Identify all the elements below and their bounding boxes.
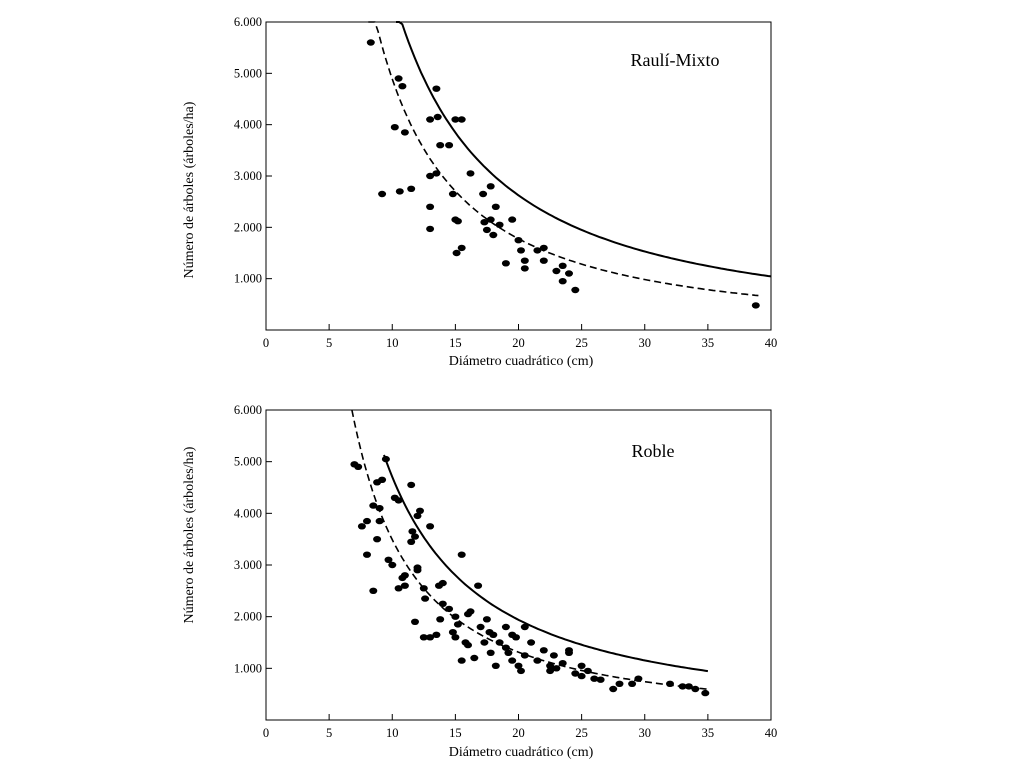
data-point [565,270,573,276]
data-point [483,616,491,622]
data-point [517,247,525,253]
data-point [540,258,548,264]
data-point [451,634,459,640]
x-tick-label: 5 [326,336,333,350]
data-point [439,601,447,607]
data-point [489,632,497,638]
data-point [439,580,447,586]
data-point [487,216,495,222]
data-point [426,523,434,529]
x-tick-label: 10 [386,726,399,740]
data-point [432,86,440,92]
data-point [508,657,516,663]
y-axis-label: Número de árboles (árboles/ha) [182,101,197,279]
data-point [752,302,760,308]
data-point [458,657,466,663]
data-point [701,690,709,696]
data-points [350,456,709,696]
data-point [492,663,500,669]
data-point [436,616,444,622]
data-point [502,624,510,630]
data-point [407,186,415,192]
data-point [458,552,466,558]
data-point [432,632,440,638]
data-point [395,497,403,503]
data-point [382,456,390,462]
data-point [559,263,567,269]
data-point [434,114,442,120]
chart-title: Roble [631,441,675,461]
data-point [426,226,434,232]
y-tick-label: 4.000 [233,506,262,521]
y-tick-label: 5.000 [233,454,262,469]
data-point [559,278,567,284]
x-tick-label: 15 [449,336,462,350]
y-tick-label: 6.000 [233,403,262,417]
data-point [416,508,424,514]
data-point [552,665,560,671]
y-tick-label: 3.000 [233,558,262,572]
data-point [388,562,396,568]
data-point [477,624,485,630]
data-point [480,639,488,645]
data-point [487,183,495,189]
data-point [436,142,444,148]
data-point [451,614,459,620]
y-tick-label: 4.000 [233,117,262,132]
x-axis-label: Diámetro cuadrático (cm) [448,745,594,760]
x-axis-ticks [263,714,777,740]
data-point [464,611,472,617]
data-point [515,237,523,243]
data-point [504,650,512,656]
data-point [552,268,560,274]
data-point [584,668,592,674]
data-point [373,536,381,542]
data-point [453,250,461,256]
y-tick-label: 1.000 [233,661,262,676]
data-point [454,621,462,627]
data-point [496,639,504,645]
data-point [521,258,529,264]
x-tick-label: 0 [262,726,270,740]
data-point [411,619,419,625]
data-point [408,528,416,534]
data-point [512,634,520,640]
data-point [527,639,535,645]
plot-frame [266,410,771,720]
data-point [496,222,504,228]
data-point [395,75,403,81]
data-point [401,129,409,135]
data-point [479,191,487,197]
data-point [378,191,386,197]
data-point [521,624,529,630]
data-point [483,227,491,233]
data-point [396,188,404,194]
data-point [634,676,642,682]
data-point [398,83,406,89]
data-points [367,39,760,308]
chart-roble [182,403,777,760]
data-point [492,204,500,210]
data-point [458,245,466,251]
x-tick-label: 25 [575,336,588,350]
data-point [420,585,428,591]
data-point [414,564,422,570]
x-axis-label: Diámetro cuadrático (cm) [448,354,594,369]
y-tick-label: 2.000 [233,609,262,624]
chart-rauli-mixto [182,15,777,369]
x-tick-label: 30 [638,336,651,350]
data-point [391,124,399,130]
y-axis-label: Número de árboles (árboles/ha) [182,446,197,624]
data-point [559,660,567,666]
data-point [363,552,371,558]
data-point [616,681,624,687]
x-tick-label: 15 [449,726,462,740]
x-tick-label: 0 [262,336,270,350]
data-point [508,216,516,222]
data-point [376,505,384,511]
x-tick-label: 35 [701,726,715,740]
x-tick-label: 20 [512,336,525,350]
data-point [521,265,529,271]
data-point [487,650,495,656]
data-point [426,204,434,210]
data-point [521,652,529,658]
data-point [517,668,525,674]
y-tick-label: 1.000 [233,271,262,286]
data-point [666,681,674,687]
data-point [597,677,605,683]
data-point [571,287,579,293]
data-point [354,464,362,470]
data-point [474,583,482,589]
data-point [609,686,617,692]
data-point [376,518,384,524]
data-point [401,583,409,589]
data-point [367,39,375,45]
data-point [401,572,409,578]
data-point [432,170,440,176]
data-point [426,116,434,122]
data-point [467,170,475,176]
chart-title: Raulí-Mixto [630,50,720,70]
data-point [470,655,478,661]
data-point [502,260,510,266]
x-tick-label: 40 [764,336,778,350]
data-point [407,482,415,488]
data-point [464,642,472,648]
data-point [565,650,573,656]
data-point [449,191,457,197]
data-point [363,518,371,524]
data-point [540,647,548,653]
data-point [445,606,453,612]
x-tick-label: 25 [575,726,588,740]
data-point [421,595,429,601]
y-tick-label: 2.000 [233,220,262,235]
x-tick-label: 40 [764,726,778,740]
data-point [550,652,558,658]
data-point [533,657,541,663]
data-point [578,663,586,669]
y-tick-label: 6.000 [233,15,262,29]
data-point [458,116,466,122]
y-tick-label: 5.000 [233,66,262,81]
x-tick-label: 5 [326,726,333,740]
data-point [489,232,497,238]
x-tick-label: 10 [386,336,399,350]
x-axis-ticks [263,324,777,350]
data-point [358,523,366,529]
x-tick-label: 20 [512,726,525,740]
data-point [369,588,377,594]
data-point [445,142,453,148]
data-point [691,686,699,692]
data-point [578,673,586,679]
y-tick-label: 3.000 [233,169,262,183]
data-point [454,218,462,224]
data-point [378,477,386,483]
x-tick-label: 30 [638,726,651,740]
data-point [540,245,548,251]
data-point [628,681,636,687]
x-tick-label: 35 [701,336,715,350]
